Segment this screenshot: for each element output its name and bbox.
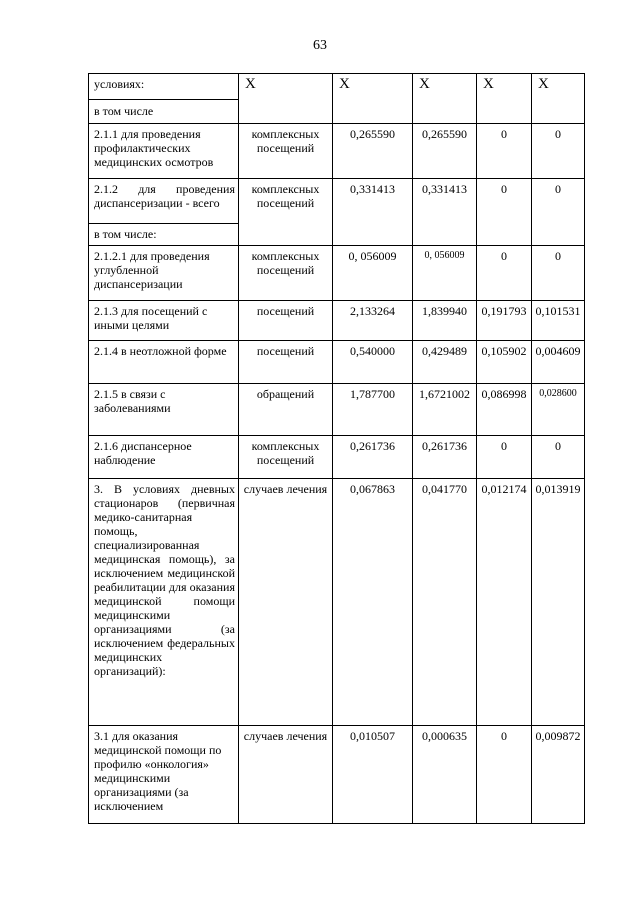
unit-cell: обращений: [239, 384, 333, 436]
value-cell: 0,009872: [532, 726, 585, 824]
row-label: условиях:: [89, 74, 239, 100]
row-label: 2.1.4 в неотложной форме: [89, 341, 239, 384]
value-cell: 0,265590: [333, 124, 413, 179]
value-cell: X: [532, 74, 585, 124]
value-cell: 0, 056009: [333, 246, 413, 301]
row-label: 2.1.2.1 для проведения углубленной диспансеризации: [89, 246, 239, 301]
value-cell: 0,191793: [477, 301, 532, 341]
table-row: [89, 124, 585, 179]
page-number: 63: [313, 38, 327, 53]
table-row: [89, 341, 585, 384]
value-cell: 0: [477, 179, 532, 246]
value-cell: 0,540000: [333, 341, 413, 384]
value-cell: 0: [532, 124, 585, 179]
value-cell: 2,133264: [333, 301, 413, 341]
row-label: в том числе: [89, 100, 239, 124]
value-cell: 0,028600: [532, 384, 585, 436]
value-cell: 0,265590: [413, 124, 477, 179]
unit-cell: комплексных посещений: [239, 124, 333, 179]
value-cell: 0,013919: [532, 479, 585, 726]
value-cell: 0: [477, 436, 532, 479]
table-row: [89, 301, 585, 341]
value-cell: 0,067863: [333, 479, 413, 726]
value-cell: 0: [477, 246, 532, 301]
value-cell: 0,012174: [477, 479, 532, 726]
value-cell: X: [333, 74, 413, 124]
table-row: [89, 436, 585, 479]
value-cell: 0,101531: [532, 301, 585, 341]
unit-cell: случаев лечения: [239, 726, 333, 824]
unit-cell: случаев лечения: [239, 479, 333, 726]
unit-cell: комплексных посещений: [239, 179, 333, 246]
row-label: 2.1.6 диспансерное наблюдение: [89, 436, 239, 479]
value-cell: 0,000635: [413, 726, 477, 824]
table-row: [89, 179, 585, 224]
value-cell: 0,331413: [333, 179, 413, 246]
row-label: 2.1.5 в связи с заболеваниями: [89, 384, 239, 436]
row-label: 2.1.1 для проведения профилактических медицинских осмотров: [89, 124, 239, 179]
indicator-table: [88, 73, 585, 824]
unit-cell: посещений: [239, 301, 333, 341]
value-cell: 0: [532, 246, 585, 301]
value-cell: 0,331413: [413, 179, 477, 246]
value-cell: 0: [532, 436, 585, 479]
row-label: 2.1.2 для проведения диспансеризации - всего: [89, 179, 239, 224]
value-cell: 1,6721002: [413, 384, 477, 436]
value-cell: 0,004609: [532, 341, 585, 384]
row-label: 3.1 для оказания медицинской помощи по профилю «онкология» медицинскими организациями (за исключением: [89, 726, 239, 824]
table-row: [89, 726, 585, 824]
value-cell: 0,105902: [477, 341, 532, 384]
value-cell: 1,787700: [333, 384, 413, 436]
value-cell: 0,261736: [333, 436, 413, 479]
unit-cell: комплексных посещений: [239, 436, 333, 479]
unit-cell: комплексных посещений: [239, 246, 333, 301]
unit-cell: X: [239, 74, 333, 124]
value-cell: 0,041770: [413, 479, 477, 726]
table-row: [89, 246, 585, 301]
value-cell: 0: [532, 179, 585, 246]
value-cell: 0,261736: [413, 436, 477, 479]
value-cell: 0,429489: [413, 341, 477, 384]
table-row: [89, 479, 585, 726]
row-label: 3. В условиях дневных стационаров (первичная медико-санитарная помощь, специализированная медицинская помощь), за исключением медицинской реабилитации для оказания медицинской помощи медицинскими организациями (за исключением федеральных медицинских организаций):: [89, 479, 239, 726]
value-cell: 0, 056009: [413, 246, 477, 301]
value-cell: 0,010507: [333, 726, 413, 824]
value-cell: X: [413, 74, 477, 124]
value-cell: 0: [477, 726, 532, 824]
value-cell: 1,839940: [413, 301, 477, 341]
unit-cell: посещений: [239, 341, 333, 384]
row-label: в том числе:: [89, 224, 239, 246]
row-label: 2.1.3 для посещений с иными целями: [89, 301, 239, 341]
value-cell: 0,086998: [477, 384, 532, 436]
value-cell: 0: [477, 124, 532, 179]
table-row: [89, 74, 585, 100]
table-row: [89, 384, 585, 436]
value-cell: X: [477, 74, 532, 124]
